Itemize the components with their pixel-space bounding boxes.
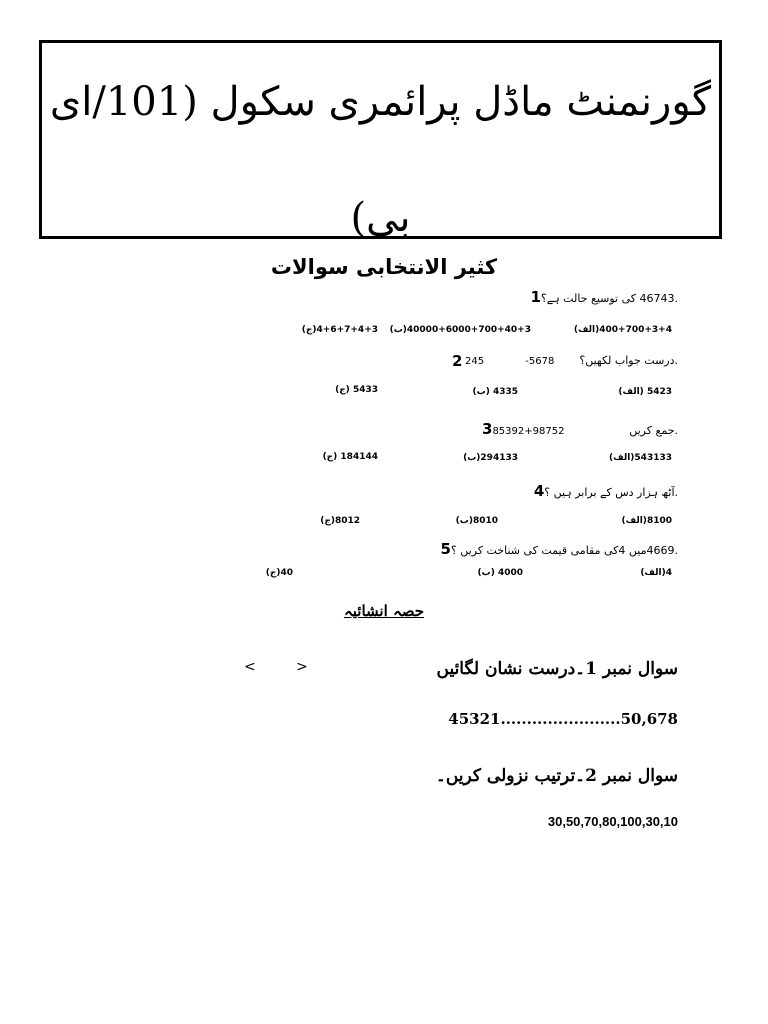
q4-option-b: 8010(ب) bbox=[455, 516, 498, 526]
question-3-expr: 85392+98752 bbox=[492, 426, 565, 437]
question-4 bbox=[534, 482, 678, 500]
q1-option-b: 40000+6000+700+40+3(ب) bbox=[389, 325, 531, 335]
q3-option-c: 184144 (ج) bbox=[322, 452, 378, 462]
long-question-2: سوال نمبر 2۔ترتیب نزولی کریں۔ bbox=[435, 766, 678, 786]
mcq-section-title: کثیر الانتخابی سوالات bbox=[270, 255, 498, 279]
question-2-text: .درست جواب لکھیں؟ bbox=[579, 354, 678, 367]
long-question-1: سوال نمبر 1۔درست نشان لگائیں bbox=[436, 659, 678, 679]
question-1-text: .46743 کی توسیع حالت ہے؟ bbox=[540, 292, 678, 305]
question-4-number: 4 bbox=[533, 482, 545, 500]
part-heading: حصہ انشائیہ bbox=[343, 602, 425, 620]
question-4-text: .آٹھ ہزار دس کے برابر ہیں ؟ bbox=[544, 486, 678, 499]
q5-option-b: 4000 (ب) bbox=[477, 568, 523, 578]
question-2-number: 2 bbox=[452, 352, 463, 370]
question-2-expr-box bbox=[452, 352, 462, 370]
question-2-expression bbox=[465, 356, 554, 367]
q3-option-a: 543133(الف) bbox=[609, 453, 672, 463]
q4-option-a: 8100(الف) bbox=[621, 516, 672, 526]
school-name-line2: بی) bbox=[350, 195, 411, 241]
question-3-number: 3 bbox=[482, 420, 493, 438]
question-5-number: 5 bbox=[440, 540, 451, 558]
q5-option-a: 4(الف) bbox=[640, 568, 672, 578]
question-2-expr: 245 -5678 bbox=[465, 356, 555, 367]
comparison-line: 45321.......................50,678 bbox=[448, 710, 678, 728]
q1-option-c: 4+6+7+4+3(ج) bbox=[301, 325, 378, 335]
q2-option-a: 5423 (الف) bbox=[618, 387, 672, 397]
question-3-text: .جمع کریں bbox=[629, 424, 678, 437]
question-1 bbox=[531, 288, 679, 306]
number-series: 30,50,70,80,100,30,10 bbox=[547, 814, 678, 829]
q1-option-a: 400+700+3+4(الف) bbox=[573, 325, 672, 335]
school-name-line1: گورنمنٹ ماڈل پرائمری سکول (101/ای bbox=[49, 79, 712, 125]
q2-option-c: 5433 (ج) bbox=[335, 385, 378, 395]
school-header-box bbox=[39, 40, 722, 239]
question-3-expression bbox=[482, 419, 564, 438]
greater-than-symbol: > bbox=[296, 659, 308, 675]
q5-option-c: 40(ج) bbox=[265, 568, 293, 578]
q3-option-b: 294133(ب) bbox=[463, 453, 518, 463]
q2-option-b: 4335 (ب) bbox=[472, 387, 518, 397]
question-1-number: 1 bbox=[530, 288, 541, 306]
question-5-text: .4669میں 4کی مقامی قیمت کی شناخت کریں ؟ bbox=[450, 544, 678, 557]
less-than-symbol: < bbox=[244, 659, 256, 675]
question-5 bbox=[441, 540, 679, 558]
q4-option-c: 8012(ج) bbox=[320, 516, 360, 526]
